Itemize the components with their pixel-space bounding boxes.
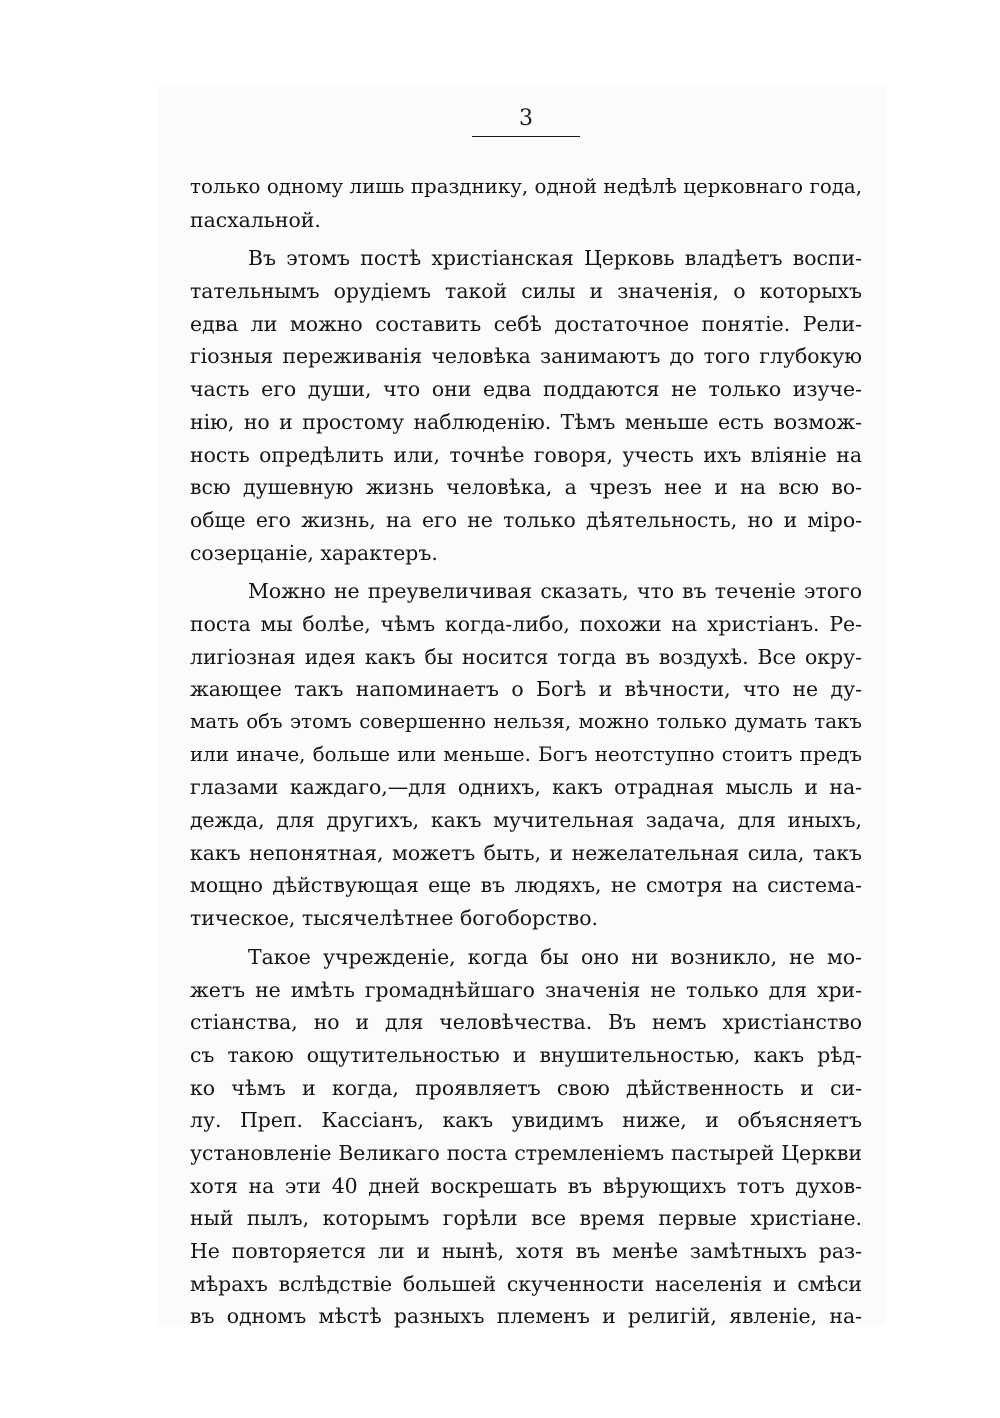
text-line: нію, но и простому наблюденію. Тѣмъ меньше есть возмож- <box>190 409 862 434</box>
text-line: глазами каждаго,—для однихъ, какъ отрадная мысль и на- <box>190 775 862 800</box>
text-line: всю душевную жизнь человѣка, а чрезъ нее и на всю во- <box>190 475 862 500</box>
text-line: мѣрахъ вслѣдствіе большей скученности населенія и смѣси <box>190 1271 862 1296</box>
text-line: ность опредѣлить или, точнѣе говоря, учесть ихъ вліяніе на <box>190 442 862 467</box>
text-line: установленіе Великаго поста стремленіемъ пастырей Церкви <box>190 1140 862 1165</box>
text-line: Въ этомъ постѣ христіанская Церковь владѣетъ воспи- <box>248 246 862 271</box>
text-line: Не повторяется ли и нынѣ, хотя въ менѣе замѣтныхъ раз- <box>190 1239 862 1263</box>
text-line: часть его души, что они едва поддаются не только изуче- <box>190 377 862 402</box>
text-line: едва ли можно составить себѣ достаточное понятіе. Рели- <box>190 311 862 336</box>
text-line: или иначе, больше или меньше. Богъ неотступно стоитъ предъ <box>190 742 862 766</box>
text-line: Можно не преувеличивая сказать, что въ теченіе этого <box>248 579 862 604</box>
text-line: лигіозная идея какъ бы носится тогда въ воздухѣ. Все окру- <box>190 644 862 669</box>
text-line: только одному лишь празднику, одной недѣлѣ церковнаго года, <box>190 175 862 198</box>
text-line: жетъ не имѣть громаднѣйшаго значенія не только для хри- <box>190 977 862 1002</box>
text-line: въ одномъ мѣстѣ разныхъ племенъ и религій, явленіе, на- <box>190 1304 862 1329</box>
text-line: какъ непонятная, можетъ быть, и нежелательная сила, такъ <box>190 840 862 865</box>
text-line: мать объ этомъ совершенно нельзя, можно только думать такъ <box>190 710 862 733</box>
text-line: жающее такъ напоминаетъ о Богѣ и вѣчности, что не ду- <box>190 677 862 702</box>
text-line: мощно дѣйствующая еще въ людяхъ, не смотря на система- <box>190 873 862 898</box>
text-line: поста мы болѣе, чѣмъ когда-либо, похожи на христіанъ. Ре- <box>190 611 862 636</box>
text-line: дежда, для другихъ, какъ мучительная задача, для иныхъ, <box>190 808 862 833</box>
text-line: тическое, тысячелѣтнее богоборство. <box>190 906 599 931</box>
page-number: 3 <box>472 106 580 137</box>
text-line: созерцаніе, характеръ. <box>190 540 438 565</box>
text-line: ный пылъ, которымъ горѣли все время первые христіане. <box>190 1206 862 1231</box>
text-line: съ такою ощутительностью и внушительностью, какъ рѣд- <box>190 1042 862 1067</box>
text-line: тательнымъ орудіемъ такой силы и значенія, о которыхъ <box>190 279 862 304</box>
text-line: пасхальной. <box>190 207 321 232</box>
text-line: хотя на эти 40 дней воскрешать въ вѣрующихъ тотъ духов- <box>190 1173 862 1198</box>
text-line: Такое учрежденіе, когда бы оно ни возникло, не мо- <box>248 944 862 969</box>
text-line: ко чѣмъ и когда, проявляетъ свою дѣйственность и си- <box>190 1075 862 1100</box>
text-line: гіозныя переживанія человѣка занимаютъ до того глубокую <box>190 344 862 369</box>
text-line: стіанства, но и для человѣчества. Въ немъ христіанство <box>190 1010 862 1035</box>
text-line: лу. Преп. Кассіанъ, какъ увидимъ ниже, и объясняетъ <box>190 1108 862 1133</box>
body-text <box>190 171 862 1333</box>
text-line: обще его жизнь, на его не только дѣятельность, но и міро- <box>190 507 862 532</box>
